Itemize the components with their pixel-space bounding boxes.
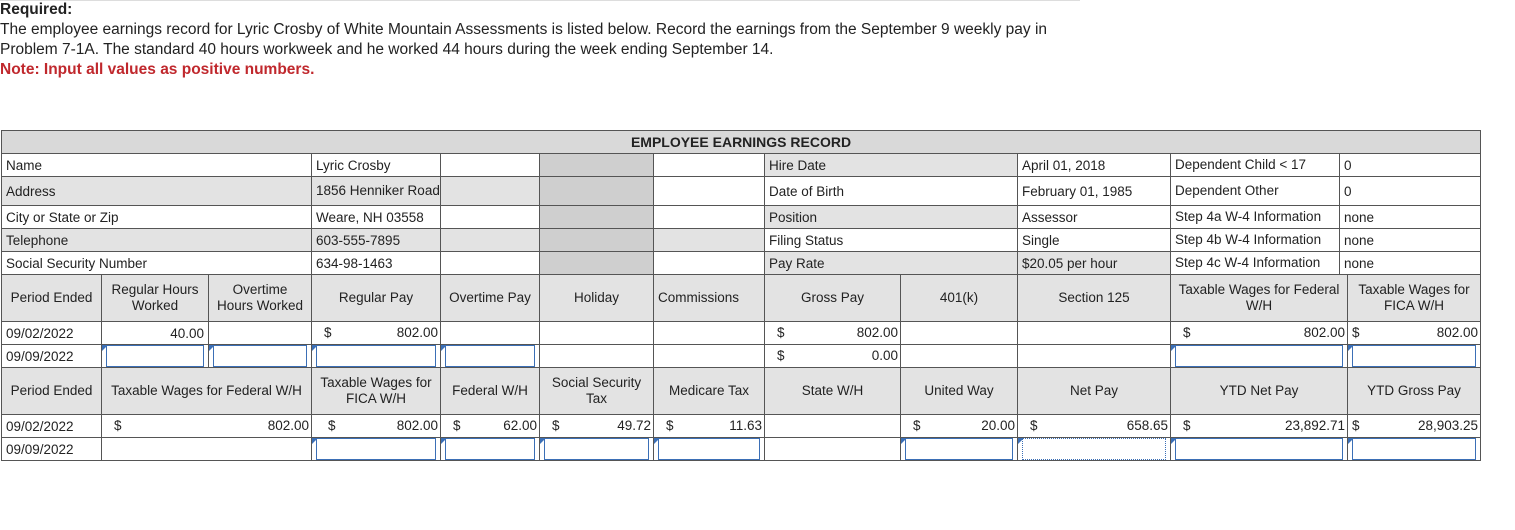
record-title: EMPLOYEE EARNINGS RECORD (2, 131, 1481, 154)
overtime-pay-value (441, 322, 540, 345)
taxable-fica-cell (1348, 322, 1481, 345)
dollar-sign: $ (114, 418, 122, 433)
col-section-125: Section 125 (1018, 275, 1171, 322)
period-ended-value: 09/09/2022 (2, 438, 102, 461)
holiday-value (540, 345, 654, 368)
col-overtime-hours: Overtime Hours Worked (209, 275, 312, 322)
col-state-wh: State W/H (765, 368, 901, 415)
net-pay-value: 658.65 (1126, 418, 1168, 433)
dollar-sign: $ (1352, 418, 1360, 433)
state-wh-blank (765, 438, 901, 461)
section-125-value (1018, 322, 1171, 345)
dollar-sign: $ (1352, 325, 1360, 340)
taxable-fica-input-cell (312, 438, 441, 461)
401k-value (901, 322, 1018, 345)
taxable-federal-blank (102, 438, 312, 461)
social-security-value: 49.72 (617, 418, 651, 433)
name-label: Name (2, 154, 312, 177)
dollar-sign: $ (1183, 325, 1191, 340)
col-regular-hours: Regular Hours Worked (102, 275, 209, 322)
table-row (2, 345, 1481, 368)
taxable-federal-value: 802.00 (267, 418, 309, 433)
dob-value: February 01, 1985 (1018, 177, 1171, 206)
overtime-hours-input[interactable] (213, 345, 307, 367)
col-united-way: United Way (901, 368, 1018, 415)
required-label: Required: (0, 1, 73, 18)
regular-hours-input-cell (102, 345, 209, 368)
united-way-cell (901, 415, 1018, 438)
col-period-ended: Period Ended (2, 275, 102, 322)
col-ytd-gross-pay: YTD Gross Pay (1348, 368, 1481, 415)
dollar-sign: $ (777, 325, 785, 340)
federal-wh-input[interactable] (445, 438, 535, 460)
dep-child-label: Dependent Child < 17 (1171, 154, 1340, 176)
overtime-pay-input[interactable] (445, 345, 535, 367)
ytd-gross-pay-value: 28,903.25 (1417, 418, 1479, 433)
employee-earnings-record (1, 130, 1481, 461)
taxable-federal-cell (102, 415, 312, 438)
info-gray-blank (540, 177, 654, 206)
address-label: Address (2, 177, 312, 206)
ssn-label: Social Security Number (2, 252, 312, 275)
dep-other-cell (1171, 177, 1481, 206)
info-blank (441, 252, 540, 275)
dollar-sign: $ (1030, 418, 1038, 433)
telephone-value: 603-555-7895 (312, 229, 441, 252)
ytd-net-pay-input-cell (1171, 438, 1348, 461)
regular-hours-value: 40.00 (102, 322, 209, 345)
regular-pay-input-cell (312, 345, 441, 368)
info-blank (654, 177, 765, 206)
note-text: Note: Input all values as positive numbers. (0, 61, 315, 78)
col-taxable-federal: Taxable Wages for Federal W/H (102, 368, 312, 415)
ytd-net-pay-input[interactable] (1175, 438, 1343, 460)
dollar-sign: $ (324, 325, 332, 340)
regular-pay-value: 802.00 (396, 325, 438, 340)
taxable-fica-input-cell (1348, 345, 1481, 368)
taxable-fica-input[interactable] (1352, 345, 1476, 367)
gross-pay-cell (765, 322, 901, 345)
section-125-value (1018, 345, 1171, 368)
dollar-sign: $ (666, 418, 674, 433)
dollar-sign: $ (552, 418, 560, 433)
united-way-value: 20.00 (981, 418, 1015, 433)
dep-child-value: 0 (1344, 157, 1352, 173)
united-way-input-cell (901, 438, 1018, 461)
ytd-gross-pay-cell (1348, 415, 1481, 438)
table-row (2, 322, 1481, 345)
info-blank (441, 154, 540, 177)
step4b-value: none (1344, 232, 1375, 248)
info-blank (654, 252, 765, 275)
social-security-input-cell (540, 438, 654, 461)
net-pay-input[interactable] (1022, 438, 1166, 460)
table-row (2, 438, 1481, 461)
ytd-gross-pay-input[interactable] (1352, 438, 1476, 460)
dep-other-value: 0 (1344, 183, 1352, 199)
col-taxable-fica: Taxable Wages for FICA W/H (1348, 275, 1481, 322)
pay-rate-value: $20.05 per hour (1018, 252, 1171, 275)
filing-status-value: Single (1018, 229, 1171, 252)
instructions-paragraph: The employee earnings record for Lyric Crosby of White Mountain Assessments is listed below. Record the earnings from the September 9 weekly pay in Problem 7-1A. The standard 40 hours workweek and he worked 44 hours during the week ending September 14. (0, 21, 1048, 58)
step4b-label: Step 4b W-4 Information (1171, 229, 1340, 251)
col-medicare: Medicare Tax (654, 368, 765, 415)
address-value: 1856 Henniker Road (312, 177, 441, 206)
federal-wh-cell (441, 415, 540, 438)
info-gray-blank (540, 206, 654, 229)
medicare-input[interactable] (658, 438, 760, 460)
united-way-input[interactable] (905, 438, 1013, 460)
gross-pay-value: 0.00 (871, 348, 898, 363)
dollar-sign: $ (1183, 418, 1191, 433)
col-401k: 401(k) (901, 275, 1018, 322)
regular-hours-input[interactable] (106, 345, 204, 367)
net-pay-input-cell (1018, 438, 1171, 461)
step4a-value: none (1344, 209, 1375, 225)
medicare-cell (654, 415, 765, 438)
dep-other-label: Dependent Other (1171, 177, 1340, 205)
step4a-cell (1171, 206, 1481, 229)
pay-rate-label: Pay Rate (765, 252, 1018, 275)
401k-value (901, 345, 1018, 368)
gross-pay-value: 802.00 (856, 325, 898, 340)
telephone-label: Telephone (2, 229, 312, 252)
period-ended-value: 09/02/2022 (2, 322, 102, 345)
overtime-pay-input-cell (441, 345, 540, 368)
taxable-federal-input[interactable] (1175, 345, 1343, 367)
city-label: City or State or Zip (2, 206, 312, 229)
state-wh-value (765, 415, 901, 438)
medicare-input-cell (654, 438, 765, 461)
ytd-net-pay-cell (1171, 415, 1348, 438)
col-regular-pay: Regular Pay (312, 275, 441, 322)
position-label: Position (765, 206, 1018, 229)
info-gray-blank (540, 229, 654, 252)
dollar-sign: $ (777, 348, 785, 363)
step4a-label: Step 4a W-4 Information (1171, 206, 1340, 228)
dob-label: Date of Birth (765, 177, 1018, 206)
gross-pay-cell (765, 345, 901, 368)
period-ended-value: 09/02/2022 (2, 415, 102, 438)
info-blank (654, 206, 765, 229)
info-blank (441, 206, 540, 229)
col-taxable-fica: Taxable Wages for FICA W/H (312, 368, 441, 415)
dollar-sign: $ (328, 418, 336, 433)
period-ended-value: 09/09/2022 (2, 345, 102, 368)
info-gray-blank (540, 154, 654, 177)
dollar-sign: $ (453, 418, 461, 433)
federal-wh-input-cell (441, 438, 540, 461)
dep-child-cell (1171, 154, 1481, 177)
taxable-fica-cell (312, 415, 441, 438)
instructions (0, 0, 1080, 80)
lower-taxable-fica-input[interactable] (316, 438, 436, 460)
col-period-ended: Period Ended (2, 368, 102, 415)
col-holiday: Holiday (540, 275, 654, 322)
taxable-fica-value: 802.00 (396, 418, 438, 433)
dollar-sign: $ (913, 418, 921, 433)
col-gross-pay: Gross Pay (765, 275, 901, 322)
step4b-cell (1171, 229, 1481, 252)
filing-status-label: Filing Status (765, 229, 1018, 252)
info-blank (441, 229, 540, 252)
position-value: Assessor (1018, 206, 1171, 229)
col-overtime-pay: Overtime Pay (441, 275, 540, 322)
name-value: Lyric Crosby (312, 154, 441, 177)
city-value: Weare, NH 03558 (312, 206, 441, 229)
overtime-hours-input-cell (209, 345, 312, 368)
info-blank (654, 229, 765, 252)
hire-date-label: Hire Date (765, 154, 1018, 177)
step4c-value: none (1344, 255, 1375, 271)
hire-date-value: April 01, 2018 (1018, 154, 1171, 177)
table-row (2, 415, 1481, 438)
social-security-input[interactable] (544, 438, 649, 460)
commissions-value (654, 345, 765, 368)
ytd-net-pay-value: 23,892.71 (1284, 418, 1345, 433)
regular-pay-input[interactable] (316, 345, 436, 367)
federal-wh-value: 62.00 (503, 418, 537, 433)
col-social-security: Social Security Tax (540, 368, 654, 415)
info-blank (654, 154, 765, 177)
step4c-label: Step 4c W-4 Information (1171, 252, 1340, 274)
ssn-value: 634-98-1463 (312, 252, 441, 275)
taxable-federal-input-cell (1171, 345, 1348, 368)
social-security-cell (540, 415, 654, 438)
medicare-value: 11.63 (729, 418, 762, 433)
holiday-value (540, 322, 654, 345)
taxable-federal-cell (1171, 322, 1348, 345)
commissions-value (654, 322, 765, 345)
col-net-pay: Net Pay (1018, 368, 1171, 415)
col-commissions: Commissions (654, 275, 765, 322)
overtime-hours-value (209, 322, 312, 345)
taxable-fica-value: 802.00 (1436, 325, 1479, 340)
col-federal-wh: Federal W/H (441, 368, 540, 415)
step4c-cell (1171, 252, 1481, 275)
ytd-gross-pay-input-cell (1348, 438, 1481, 461)
col-ytd-net-pay: YTD Net Pay (1171, 368, 1348, 415)
net-pay-cell (1018, 415, 1171, 438)
col-taxable-federal: Taxable Wages for Federal W/H (1171, 275, 1348, 322)
info-blank (441, 177, 540, 206)
taxable-federal-value: 802.00 (1303, 325, 1345, 340)
info-gray-blank (540, 252, 654, 275)
regular-pay-cell (312, 322, 441, 345)
